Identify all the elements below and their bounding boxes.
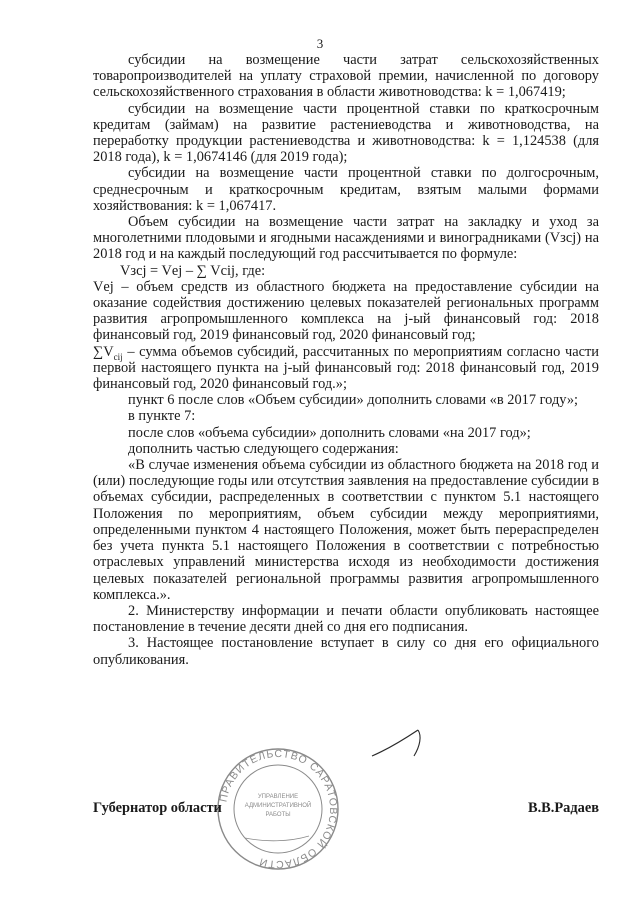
sum-symbol: ∑V [93, 343, 114, 360]
paragraph-orchard-subsidy: Объем субсидии на возмещение части затрат на закладку и уход за многолетними плодовыми и ягодными насаждениями и виноградниками (Vзсj) на 2018 год и на каждый последующий год рассчитывается по формуле: [93, 214, 599, 263]
seal-outer-text: ПРАВИТЕЛЬСТВО САРАТОВСКОЙ ОБЛАСТИ [217, 747, 340, 871]
seal-inner-line-3: РАБОТЫ [265, 812, 291, 818]
definition-vej: Vеj – объем средств из областного бюджета на предоставление субсидии на оказание содействия достижению целевых показателей региональных программ развития агропромышленного комплекса на j-ый финансовый год: 2018 финансовый год, 2019 финансовый год, 2020 финансовый год; [93, 278, 599, 344]
seal-inner-line-1: УПРАВЛЕНИЕ [257, 794, 299, 800]
formula: Vзсj = Vеj – ∑ Vсij, где: [120, 262, 266, 279]
amendment-add-part: дополнить частью следующего содержания: [128, 440, 399, 457]
seal-inner-line-2: АДМИНИСТРАТИВНОЙ [244, 803, 312, 809]
signer-title: Губернатор области [93, 800, 222, 816]
paragraph-small-business-credit: субсидии на возмещение части процентной ставки по долгосрочным, среднесрочным и краткосрочным кредитам, взятым малыми формами хозяйствования: k = 1,067417. [93, 165, 599, 214]
clause-2-publication: 2. Министерству информации и печати области опубликовать настоящее постановление в течение десяти дней со дня его подписания. [93, 602, 599, 636]
handwritten-mark-icon [368, 722, 428, 762]
document-body [93, 52, 599, 668]
definition-sum-text: – сумма объемов субсидий, рассчитанных по мероприятиям согласно части первой настоящего пункта на j-ый финансовый год: 2018 финансовый год, 2019 финансовый год, 2020 финансовый год.»; [93, 343, 599, 393]
definition-sum-vcij [93, 344, 599, 393]
paragraph-insurance-subsidy: субсидии на возмещение части затрат сельскохозяйственных товаропроизводителей на уплату страховой премии, начисленной по договору сельскохозяйственного страхования в области животноводства: k = 1,067419; [93, 52, 599, 101]
amendment-quoted-text: «В случае изменения объема субсидии из областного бюджета на 2018 год и (или) последующие годы или отсутствия заявления на предоставление субсидии в объемах субсидии, распределенных в соответствии с пунктом 5.1 настоящего Положения по мероприятиям, объем субсидии между мероприятиями, определенными пунктом 4 настоящего Положения, может быть перераспределен без учета пункта 5.1 настоящего Положения в соответствии с потребностью отраслевых управлений министерства исходя из необходимости достижения целевых показателей региональной программы развития агропромышленного комплекса.». [93, 457, 599, 603]
clause-3-effective-date: 3. Настоящее постановление вступает в силу со дня его официального опубликования. [93, 635, 599, 668]
amendment-point-7: в пункте 7: [128, 408, 196, 425]
sum-subscript: cij [113, 351, 123, 362]
paragraph-short-term-credit: субсидии на возмещение части процентной ставки по краткосрочным кредитам (займам) на развитие растениеводства и животноводства, на переработку продукции растениеводства и животноводства: k = 1,124538 (для 2018 года), k = 1,0674146 (для 2019 года); [93, 100, 599, 166]
amendment-point-6: пункт 6 после слов «Объем субсидии» дополнить словами «в 2017 году»; [128, 392, 579, 409]
official-seal [215, 746, 341, 872]
amendment-after-words: после слов «объема субсидии» дополнить словами «на 2017 год»; [128, 424, 531, 441]
signer-name: В.В.Радаев [527, 800, 599, 816]
page-number: 3 [316, 36, 324, 51]
